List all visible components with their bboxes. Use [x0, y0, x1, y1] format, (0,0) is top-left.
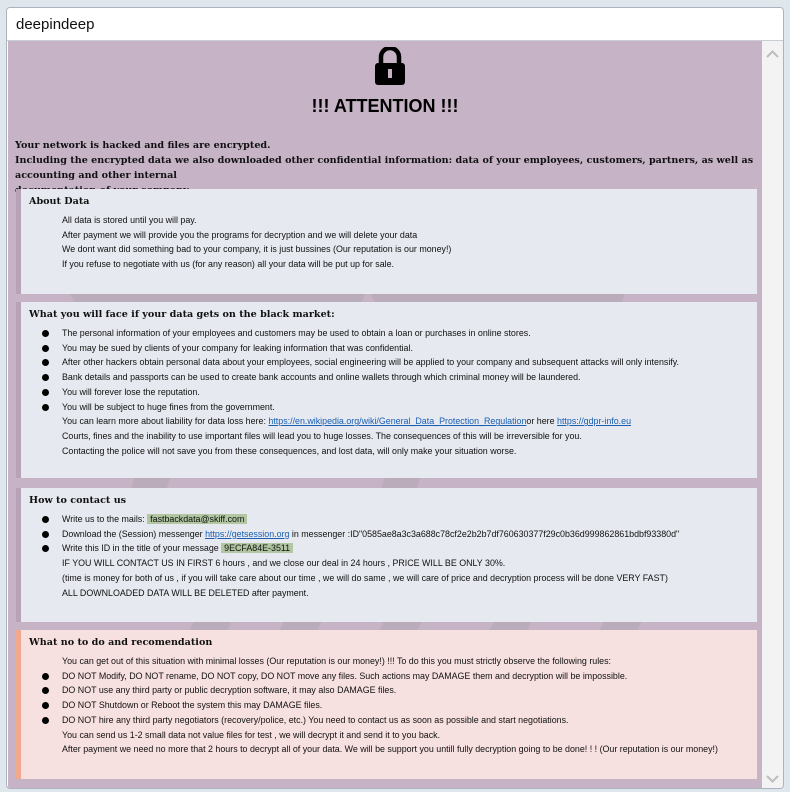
text-line: If you refuse to negotiate with us (for any reason) all your data will be put up for sale. [62, 259, 395, 270]
session-id: in messenger :ID"0585ae8a3c3a688c78cf2e2b2b7df760630377f29c0b36d999862861bdbf93380d" [289, 528, 680, 539]
mail-line [29, 512, 747, 527]
about-data-section [16, 189, 757, 294]
vertical-scrollbar[interactable] [762, 41, 783, 789]
section-title: What no to do and recomendation [29, 637, 213, 648]
text-line: Courts, fines and the inability to use important files will lead you to huge losses. The consequences of this will be irreversible for you. [62, 430, 582, 441]
bullet-item: DO NOT Modify, DO NOT rename, DO NOT copy, DO NOT move any files. Such actions may DAMAGE them and decryption will be impossible. [29, 669, 747, 684]
session-link[interactable]: https://getsession.org [205, 528, 290, 539]
recommendation-section [16, 630, 757, 779]
text-line: ALL DOWNLOADED DATA WILL BE DELETED after payment. [62, 587, 309, 598]
victim-id[interactable]: 9ECFA84E-3511 [221, 543, 293, 553]
bullet-item: You will be subject to huge fines from the government. [29, 400, 747, 415]
contact-email[interactable]: fastbackdata@skiff.com [147, 514, 247, 524]
section-title: About Data [29, 196, 90, 207]
session-label: Download the (Session) messenger [62, 528, 206, 539]
note-content [8, 41, 762, 789]
bullet-item: You will forever lose the reputation. [29, 385, 747, 400]
contact-section [16, 488, 757, 622]
text-line: You can get out of this situation with minimal losses (Our reputation is our money!) !!! To do this you must strictly observe the following rules: [62, 656, 612, 666]
id-line [29, 541, 747, 556]
text-line: You can send us 1-2 small data not value files for test , we will decrypt it and send it to you back. [62, 729, 441, 740]
text-line: We dont want did something bad to your company, it is just bussines (Our reputation is our money!) [62, 244, 452, 255]
session-line [29, 527, 747, 542]
chevron-up-icon[interactable] [766, 48, 779, 61]
ransom-note-window [6, 7, 784, 789]
bullet-item: The personal information of your employees and customers may be used to obtain a loan or purchases in online stores. [29, 326, 747, 341]
id-label: Write this ID in the title of your message [62, 543, 222, 554]
gdpr-info-link[interactable]: https://gdpr-info.eu [557, 416, 632, 427]
black-market-section [16, 302, 757, 478]
bullet-item: You may be sued by clients of your company for leaking information that was confidential. [29, 341, 747, 356]
bullet-item: After other hackers obtain personal data about your employees, social engineering will be applied to your company and subsequent attacks will only intensify. [29, 355, 747, 370]
window-title: deepindeep [7, 8, 783, 41]
text-line: After payment we will provide you the programs for decryption and we will delete your data [62, 229, 418, 240]
bullet-item: Bank details and passports can be used to create bank accounts and online wallets through which criminal money will be laundered. [29, 370, 747, 385]
learn-more-text: You can learn more about liability for data loss here: [62, 416, 269, 427]
bullet-item: DO NOT use any third party or public decryption software, it may also DAMAGE files. [29, 683, 747, 698]
text-line: IF YOU WILL CONTACT US IN FIRST 6 hours , and we close our deal in 24 hours , PRICE WILL BE ONLY 30%. [62, 558, 506, 569]
text-line: (time is money for both of us , if you will take care about our time , we will do same , we will care of price and decryption process will be done VERY FAST) [62, 572, 668, 583]
chevron-down-icon[interactable] [766, 772, 779, 785]
section-title: How to contact us [29, 495, 127, 506]
section-title: What you will face if your data gets on the black market: [29, 309, 335, 320]
attention-heading: !!! ATTENTION !!! [311, 96, 459, 116]
gdpr-wikipedia-link[interactable]: https://en.wikipedia.org/wiki/General_Data_Protection_Regulation [268, 416, 527, 427]
mail-label: Write us to the mails: [62, 514, 148, 524]
lock-icon [374, 47, 406, 87]
text-line: All data is stored until you will pay. [62, 215, 197, 225]
text-line: Contacting the police will not save you from these consequences, and lost data, will only make your situation worse. [62, 445, 517, 456]
learn-more-or: or here [526, 416, 558, 427]
text-line: After payment we need no more that 2 hours to decrypt all of your data. We will be support you untill fully decryption going to be done! ! ! (Our reputation is our money!) [62, 744, 718, 755]
intro-line: Your network is hacked and files are encrypted. [15, 140, 271, 151]
learn-more-line [29, 414, 747, 429]
bullet-item: DO NOT hire any third party negotiators (recovery/police, etc.) You need to contact us as soon as possible and start negotiations. [29, 713, 747, 728]
bullet-item: DO NOT Shutdown or Reboot the system this may DAMAGE files. [29, 698, 747, 713]
intro-line: Including the encrypted data we also downloaded other confidential information: data of your employees, customers, partners, as well as accounting and other internal [15, 155, 754, 181]
